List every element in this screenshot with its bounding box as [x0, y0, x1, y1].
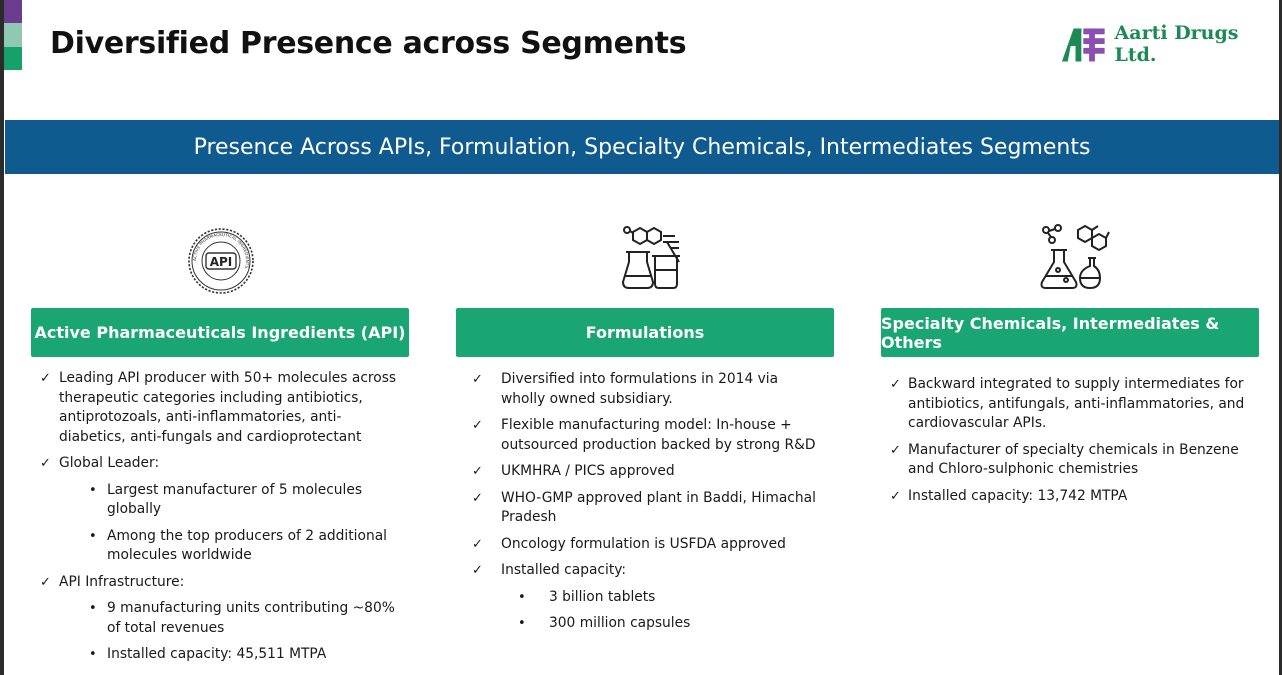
formulations-segment-title: Formulations	[585, 323, 705, 342]
check-icon: ✓	[472, 490, 483, 506]
api-seal-text: API	[209, 255, 233, 269]
page-title: Diversified Presence across Segments	[50, 26, 687, 61]
check-icon: ✓	[890, 377, 901, 392]
check-icon: ✓	[472, 372, 483, 387]
company-logo	[1060, 22, 1282, 66]
api-column	[40, 369, 400, 672]
segments-banner	[5, 120, 1279, 174]
list-item: • 3 billion tablets	[472, 588, 822, 608]
check-icon: ✓	[472, 563, 483, 578]
list-item: • Largest manufacturer of 5 molecules globally	[89, 481, 363, 517]
list-item: ✓ Diversified into formulations in 2014 via wholly owned subsidiary.	[472, 371, 779, 407]
lab-beaker-icon	[615, 222, 687, 296]
list-item: • Installed capacity: 45,511 MTPA	[40, 645, 400, 665]
list-item: • Among the top producers of 2 additional molecules worldwide	[89, 527, 387, 563]
check-icon: ✓	[472, 418, 483, 433]
bullet-icon: •	[89, 482, 97, 498]
bullet-icon: •	[518, 616, 526, 631]
banner-text: Presence Across APIs, Formulation, Specialty Chemicals, Intermediates Segments	[193, 134, 1091, 160]
list-item: ✓ Flexible manufacturing model: In-house + outsourced production backed by strong R&D	[472, 417, 816, 453]
bullet-icon: •	[89, 601, 97, 616]
list-item: ✓ Installed capacity:	[472, 561, 822, 581]
aarti-logo-icon	[1060, 24, 1109, 64]
list-item: ✓ UKMHRA / PICS approved	[472, 462, 822, 482]
check-icon: ✓	[40, 574, 51, 590]
formulations-column	[472, 370, 822, 641]
list-item: • 9 manufacturing units contributing ~80% of total revenues	[89, 600, 395, 636]
check-icon: ✓	[472, 464, 483, 479]
bullet-icon: •	[518, 589, 526, 605]
check-icon: ✓	[472, 536, 483, 552]
api-segment-title: Active Pharmaceuticals Ingredients (API)	[34, 323, 406, 342]
bullet-icon: •	[89, 647, 97, 662]
list-item: ✓ Global Leader:	[40, 454, 400, 474]
accent-bar	[4, 0, 22, 70]
check-icon: ✓	[890, 442, 901, 458]
list-item: • 300 million capsules	[472, 614, 822, 634]
logo-text: Aarti Drugs Ltd.	[1114, 22, 1239, 66]
specialty-column	[890, 375, 1260, 513]
list-item: ✓ Installed capacity: 13,742 MTPA	[890, 487, 1260, 507]
left-edge	[0, 0, 4, 675]
list-item: ✓ Manufacturer of specialty chemicals in Benzene and Chloro-sulphonic chemistries	[890, 441, 1239, 477]
list-item: ✓ API Infrastructure:	[40, 573, 400, 593]
formulations-segment-header	[456, 308, 834, 357]
check-icon: ✓	[40, 371, 51, 386]
specialty-segment-title: Specialty Chemicals, Intermediates & Others	[881, 313, 1220, 352]
list-item: ✓ WHO-GMP approved plant in Baddi, Himachal Pradesh	[472, 489, 816, 525]
specialty-segment-header	[881, 308, 1259, 357]
list-item: ✓ Oncology formulation is USFDA approved	[472, 535, 822, 555]
chemistry-flask-icon	[1038, 222, 1110, 296]
list-item: ✓ Leading API producer with 50+ molecules across therapeutic categories including antibiotics, antiprotozoals, anti-inflammatories, anti-diabetics, anti-fungals and cardioprotectant	[40, 370, 397, 445]
api-ring-text: ACTIVE PHARMACEUTICAL INGREDIENTS	[191, 231, 251, 269]
api-seal-icon	[187, 227, 255, 299]
bullet-icon: •	[89, 528, 97, 544]
api-segment-header	[31, 308, 409, 357]
check-icon: ✓	[890, 488, 901, 504]
list-item: ✓ Backward integrated to supply intermediates for antibiotics, antifungals, anti-inflammatories, and cardiovascular APIs.	[890, 376, 1245, 431]
check-icon: ✓	[40, 456, 51, 471]
